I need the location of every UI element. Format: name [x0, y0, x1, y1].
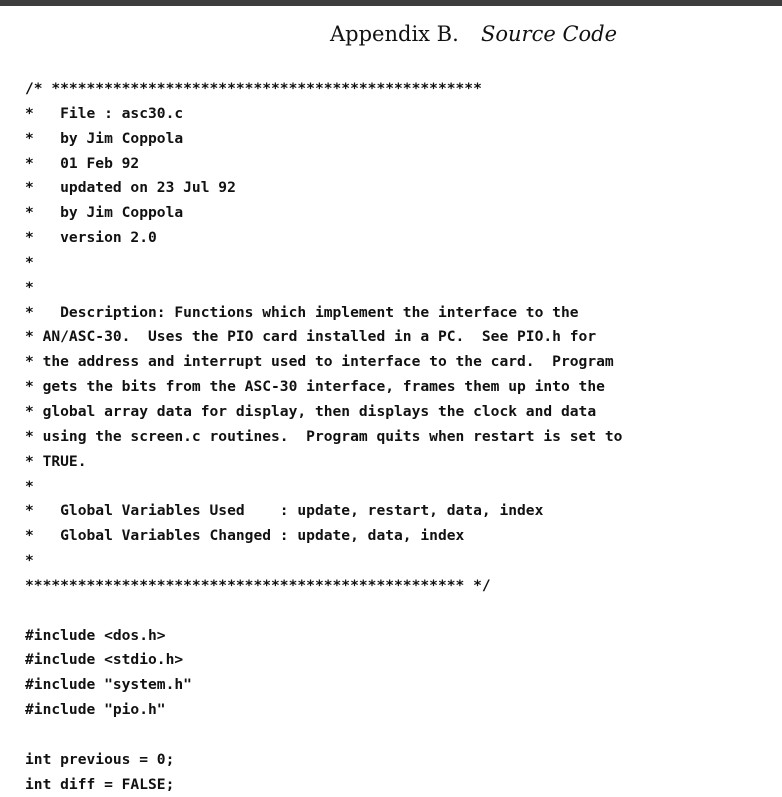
code-line [25, 723, 622, 748]
code-line: * using the screen.c routines. Program quits when restart is set to [25, 427, 623, 445]
code-line: * [25, 278, 34, 296]
code-line: * version 2.0 [25, 229, 157, 247]
code-line: int diff = FALSE; [25, 775, 175, 793]
code-line: * by Jim Coppola [25, 129, 184, 147]
code-line: * gets the bits from the ASC-30 interface, frames them up into the [25, 378, 605, 396]
page-top-border [0, 0, 782, 6]
code-line: /* ************************************************* [25, 80, 482, 97]
code-line: * [25, 552, 34, 570]
code-line: * the address and interrupt used to interface to the card. Program [25, 353, 614, 371]
code-line [25, 599, 622, 624]
code-line: ************************************************** */ [25, 576, 491, 594]
code-line: * Description: Functions which implement the interface to the [25, 303, 579, 321]
source-code-block [25, 77, 622, 797]
code-line: #include <dos.h> [25, 626, 166, 644]
code-line: #include "system.h" [25, 676, 192, 694]
code-line: * Global Variables Used : update, restart, data, index [25, 502, 544, 520]
code-line: * updated on 23 Jul 92 [25, 179, 236, 197]
code-line: * global array data for display, then displays the clock and data [25, 402, 597, 420]
code-line: * AN/ASC-30. Uses the PIO card installed in a PC. See PIO.h for [25, 328, 597, 346]
code-line: * File : asc30.c [25, 104, 184, 122]
code-line: #include "pio.h" [25, 701, 166, 719]
code-line: * [25, 477, 34, 495]
code-line: * Global Variables Changed : update, data, index [25, 527, 465, 545]
code-line: int previous = 0; [25, 750, 175, 768]
section-title: Source Code [481, 22, 618, 46]
page-header [0, 20, 782, 54]
code-line: * 01 Feb 92 [25, 154, 140, 172]
appendix-label: Appendix B. [330, 22, 459, 46]
code-line: * [25, 253, 34, 271]
code-line: * TRUE. [25, 452, 87, 470]
code-line: #include <stdio.h> [25, 651, 184, 669]
code-line: * by Jim Coppola [25, 204, 184, 222]
